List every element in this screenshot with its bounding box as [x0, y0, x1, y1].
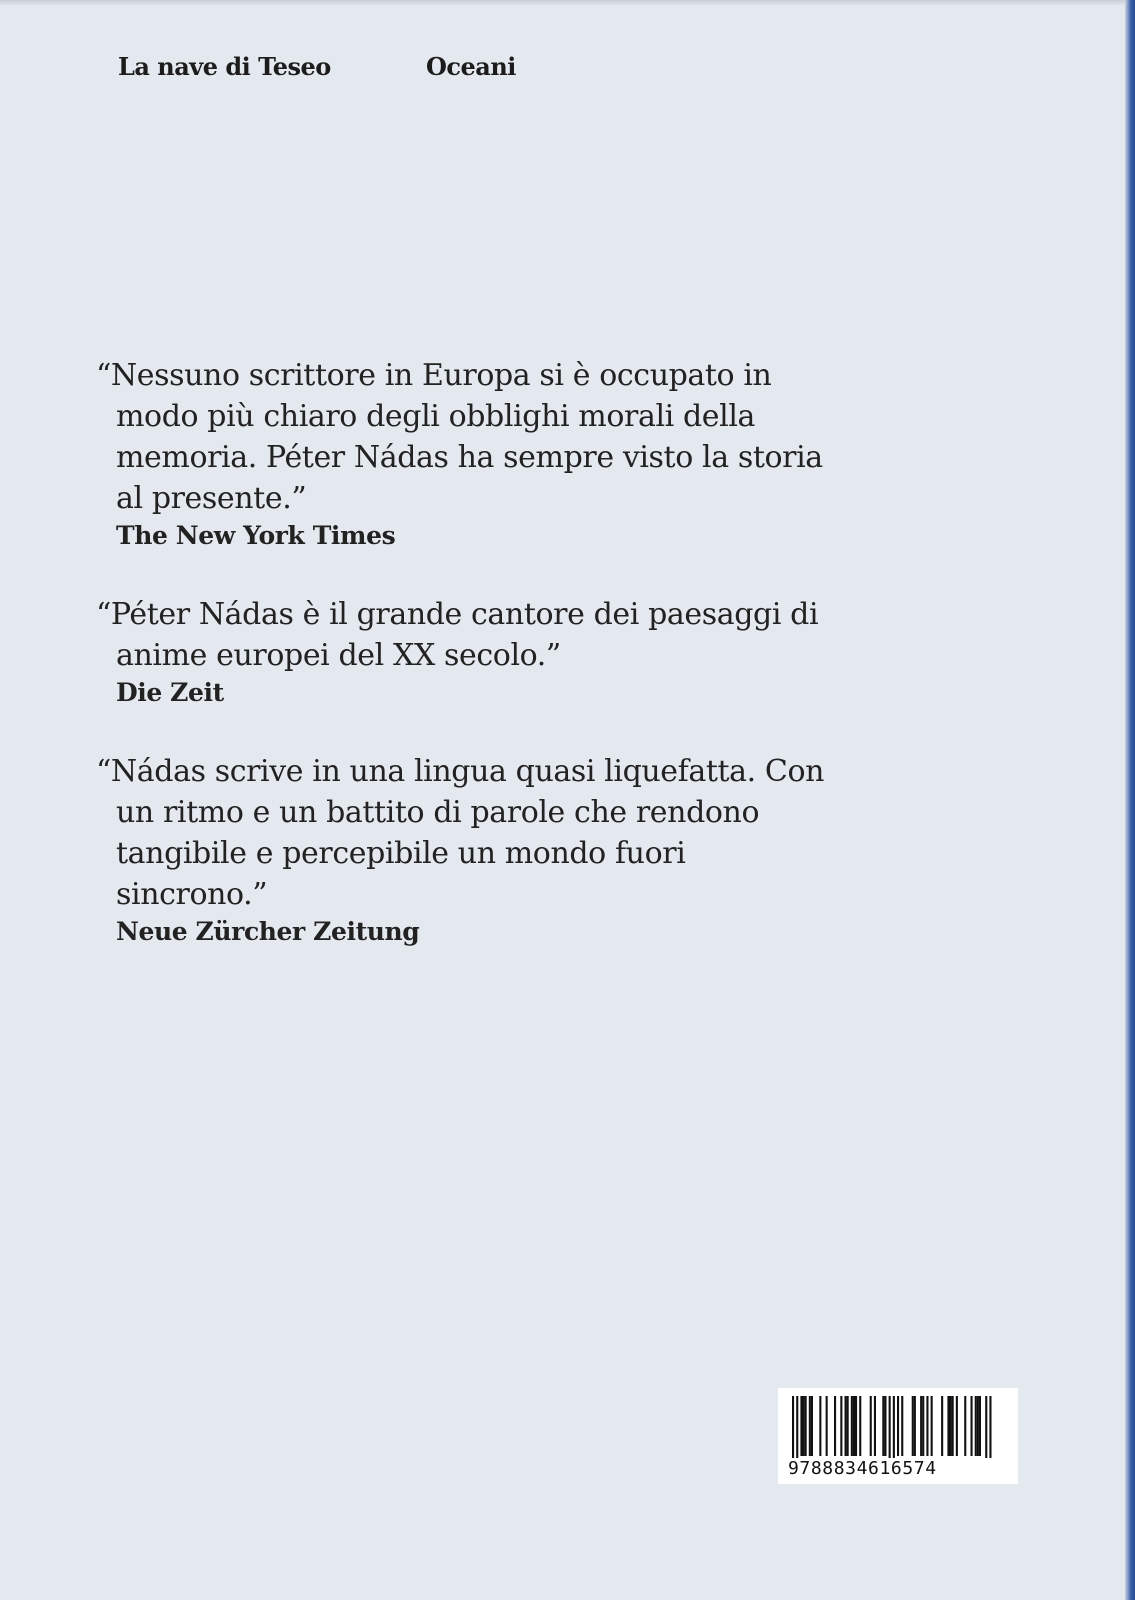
barcode-bar: [847, 1396, 849, 1456]
barcode-bar: [956, 1396, 958, 1456]
barcode-bar: [851, 1396, 853, 1456]
barcode-bar: [989, 1396, 991, 1462]
barcode-bar: [985, 1396, 987, 1462]
barcode-bar: [803, 1396, 805, 1456]
barcode-bar: [800, 1396, 802, 1456]
review-quote-2: [96, 594, 836, 707]
cover-top-edge: [0, 0, 1125, 6]
isbn-barcode: [778, 1388, 1018, 1484]
barcode-bar: [912, 1396, 914, 1456]
barcode-bar: [840, 1396, 842, 1456]
barcode-bar: [931, 1396, 933, 1456]
barcode-bar: [971, 1396, 973, 1456]
review-quote-1: [96, 355, 836, 550]
barcode-bar: [893, 1396, 895, 1462]
barcode-bar: [897, 1396, 899, 1456]
barcode-bar: [834, 1396, 836, 1456]
quote-text: “Nádas scrive in una lingua quasi liquefatta. Con un ritmo e un battito di parole che rendono tangibile e percepibile un mondo fuori sincrono.”: [96, 754, 825, 912]
barcode-bar: [914, 1396, 916, 1456]
barcode-bar: [979, 1396, 981, 1456]
publisher-name: La nave di Teseo: [118, 52, 331, 81]
barcode-bar: [855, 1396, 857, 1456]
barcode-bar: [926, 1396, 928, 1456]
barcode-bar: [859, 1396, 861, 1456]
barcode-bar: [889, 1396, 891, 1462]
barcode-bar: [975, 1396, 977, 1456]
quote-text: “Nessuno scrittore in Europa si è occupato in modo più chiaro degli obblighi morali della memoria. Péter Nádas ha sempre visto la storia al presente.”: [96, 358, 823, 516]
quote-source: The New York Times: [116, 521, 396, 550]
barcode-bar: [977, 1396, 979, 1456]
barcode-bar: [874, 1396, 876, 1456]
review-quote-3: [96, 751, 836, 946]
barcode-bar: [845, 1396, 847, 1456]
barcode-bar: [952, 1396, 954, 1456]
barcode-bar: [950, 1396, 952, 1456]
barcode-bar: [805, 1396, 807, 1456]
barcode-bar: [870, 1396, 872, 1456]
barcode-bar: [920, 1396, 922, 1456]
isbn-number: 9788834616574: [788, 1458, 1010, 1479]
barcode-bar: [882, 1396, 884, 1456]
barcode-bar: [941, 1396, 943, 1456]
cover-spine-edge: [1125, 0, 1135, 1600]
quote-text: “Péter Nádas è il grande cantore dei paesaggi di anime europei del XX secolo.”: [96, 597, 819, 673]
barcode-bar: [826, 1396, 828, 1456]
barcode-bar: [811, 1396, 813, 1456]
barcode-bar: [819, 1396, 821, 1456]
barcode-bar: [947, 1396, 949, 1456]
barcode-bar: [884, 1396, 886, 1456]
quote-source: Die Zeit: [116, 678, 224, 707]
quote-source: Neue Zürcher Zeitung: [116, 917, 420, 946]
barcode-bar: [792, 1396, 794, 1462]
barcode-bar: [922, 1396, 924, 1456]
barcode-bar: [964, 1396, 966, 1456]
series-name: Oceani: [426, 52, 516, 81]
barcode-bar: [901, 1396, 903, 1456]
barcode-bar: [809, 1396, 811, 1456]
barcode-bar: [853, 1396, 855, 1456]
barcode-bar: [796, 1396, 798, 1462]
